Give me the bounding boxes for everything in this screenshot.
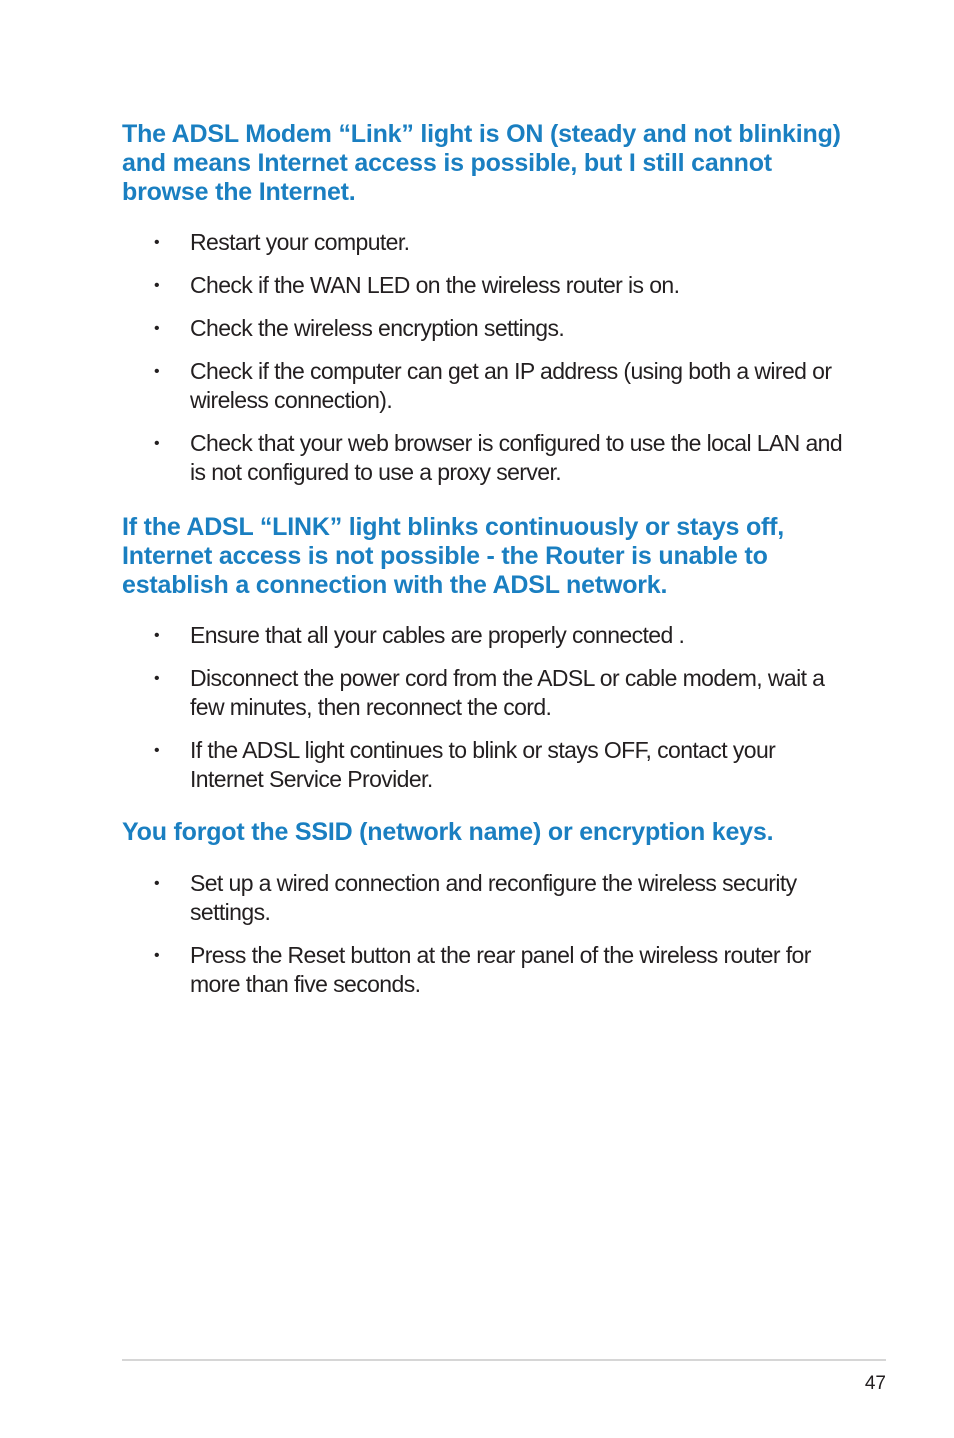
bullet-icon: • <box>154 627 160 644</box>
list-item <box>152 314 852 343</box>
section-heading-forgot-ssid: You forgot the SSID (network name) or encryption keys. <box>122 818 774 846</box>
bullet-list-link-blinking <box>152 621 852 808</box>
list-item-text: Set up a wired connection and reconfigure the wireless security settings. <box>190 870 797 925</box>
list-item-text: Check the wireless encryption settings. <box>190 315 565 341</box>
list-item-text: Restart your computer. <box>190 229 410 255</box>
bullet-icon: • <box>154 277 160 294</box>
bullet-icon: • <box>154 363 160 380</box>
section-heading-link-on: The ADSL Modem “Link” light is ON (steady and not blinking) and means Internet access is possible, but I still cannot browse the Internet. <box>122 120 841 206</box>
list-item-text: Check that your web browser is configured to use the local LAN and is not configured to use a proxy server. <box>190 430 843 485</box>
bullet-list-link-on <box>152 228 852 501</box>
page-number: 47 <box>864 1373 886 1394</box>
bullet-icon: • <box>154 742 160 759</box>
bullet-icon: • <box>154 875 160 892</box>
list-item <box>152 357 852 415</box>
section-heading-link-blinking: If the ADSL “LINK” light blinks continuously or stays off, Internet access is not possible - the Router is unable to establish a connection with the ADSL network. <box>122 513 785 599</box>
list-item <box>152 941 852 999</box>
list-item <box>152 736 852 794</box>
list-item-text: Disconnect the power cord from the ADSL or cable modem, wait a few minutes, then reconnect the cord. <box>190 665 825 720</box>
bullet-icon: • <box>154 670 160 687</box>
list-item-text: Press the Reset button at the rear panel of the wireless router for more than five seconds. <box>190 942 811 997</box>
list-item <box>152 429 852 487</box>
list-item-text: Check if the computer can get an IP address (using both a wired or wireless connection). <box>190 358 832 413</box>
list-item <box>152 271 852 300</box>
list-item <box>152 228 852 257</box>
list-item <box>152 621 852 650</box>
list-item-text: Ensure that all your cables are properly connected . <box>190 622 685 648</box>
footer-divider <box>122 1359 886 1361</box>
list-item-text: Check if the WAN LED on the wireless router is on. <box>190 272 680 298</box>
bullet-icon: • <box>154 947 160 964</box>
list-item-text: If the ADSL light continues to blink or stays OFF, contact your Internet Service Provider. <box>190 737 776 792</box>
bullet-icon: • <box>154 435 160 452</box>
bullet-icon: • <box>154 320 160 337</box>
bullet-list-forgot-ssid <box>152 869 852 1013</box>
list-item <box>152 664 852 722</box>
list-item <box>152 869 852 927</box>
bullet-icon: • <box>154 234 160 251</box>
